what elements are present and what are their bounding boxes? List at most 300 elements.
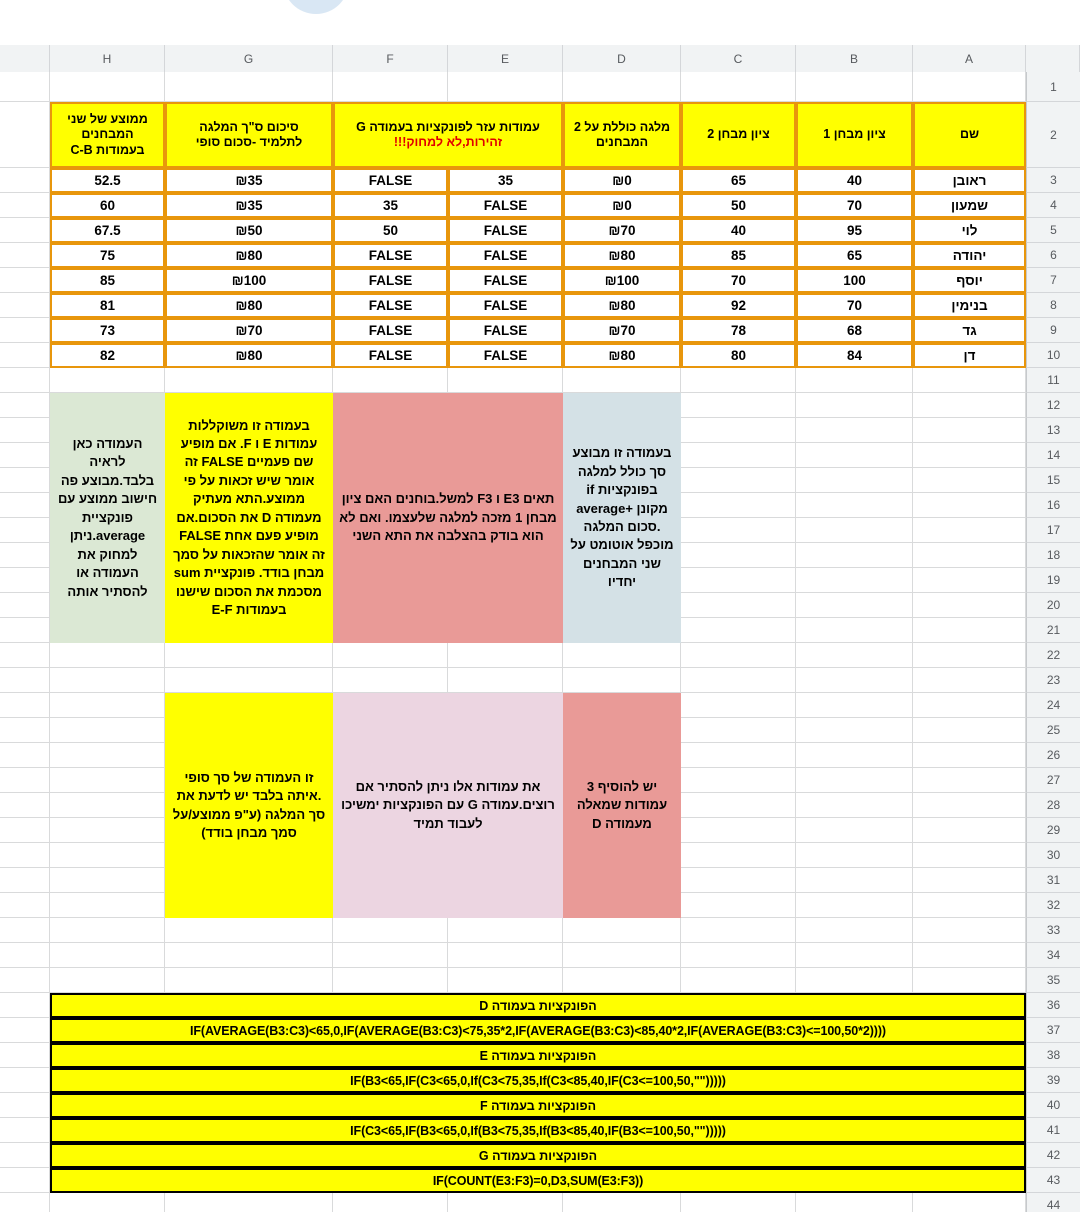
grid-cell-C1[interactable] (681, 72, 796, 102)
row-header-11[interactable]: 11 (1026, 368, 1080, 393)
grid-cell-gutter-1 (0, 72, 50, 102)
row-header-9[interactable]: 9 (1026, 318, 1080, 343)
grid-cell-gutter-31 (0, 868, 50, 893)
cell-F10[interactable]: FALSE (333, 343, 448, 368)
header-cell-D[interactable] (563, 102, 681, 168)
grid-cell-gutter-24 (0, 693, 50, 718)
column-header-G[interactable]: G (165, 45, 333, 72)
row-header-7[interactable]: 7 (1026, 268, 1080, 293)
cell-A4[interactable]: שמעון (913, 193, 1026, 218)
grid-cell-F34[interactable] (333, 943, 448, 968)
grid-cell-H25[interactable] (50, 718, 165, 743)
cell-B5[interactable]: 95 (796, 218, 913, 243)
grid-cell-H26[interactable] (50, 743, 165, 768)
row-header-12[interactable]: 12 (1026, 393, 1080, 418)
grid-cell-C22[interactable] (681, 643, 796, 668)
grid-cell-H44[interactable] (50, 1193, 165, 1212)
grid-cell-F33[interactable] (333, 918, 448, 943)
grid-cell-gutter-19 (0, 568, 50, 593)
grid-cell-C26[interactable] (681, 743, 796, 768)
cell-A3[interactable]: ראובן (913, 168, 1026, 193)
cell-F6[interactable]: FALSE (333, 243, 448, 268)
grid-cell-C17[interactable] (681, 518, 796, 543)
cell-F5[interactable]: 50 (333, 218, 448, 243)
grid-cell-E44[interactable] (448, 1193, 563, 1212)
grid-cell-C21[interactable] (681, 618, 796, 643)
row-header-24[interactable]: 24 (1026, 693, 1080, 718)
grid-cell-A29[interactable] (913, 818, 1026, 843)
grid-cell-B24[interactable] (796, 693, 913, 718)
grid-cell-A11[interactable] (913, 368, 1026, 393)
cell-A10[interactable]: דן (913, 343, 1026, 368)
grid-cell-C32[interactable] (681, 893, 796, 918)
grid-cell-B22[interactable] (796, 643, 913, 668)
formula-row-42-title[interactable]: הפונקציות בעמודה G (50, 1143, 1026, 1168)
grid-cell-H24[interactable] (50, 693, 165, 718)
row-header-35[interactable]: 35 (1026, 968, 1080, 993)
grid-cell-B32[interactable] (796, 893, 913, 918)
row-header-5[interactable]: 5 (1026, 218, 1080, 243)
cell-G5[interactable]: ₪50 (165, 218, 333, 243)
column-header-A[interactable]: A (913, 45, 1026, 72)
grid-cell-gutter-9 (0, 318, 50, 343)
row-header-3[interactable]: 3 (1026, 168, 1080, 193)
row-header-2[interactable]: 2 (1026, 102, 1080, 168)
grid-cell-D44[interactable] (563, 1193, 681, 1212)
grid-cell-H35[interactable] (50, 968, 165, 993)
grid-cell-B17[interactable] (796, 518, 913, 543)
cell-D7[interactable]: ₪100 (563, 268, 681, 293)
cell-E6[interactable]: FALSE (448, 243, 563, 268)
grid-cell-D22[interactable] (563, 643, 681, 668)
cell-A9[interactable]: גד (913, 318, 1026, 343)
column-header-B[interactable]: B (796, 45, 913, 72)
grid-cell-B31[interactable] (796, 868, 913, 893)
grid-cell-C24[interactable] (681, 693, 796, 718)
grid-cell-B20[interactable] (796, 593, 913, 618)
row-header-36[interactable]: 36 (1026, 993, 1080, 1018)
formula-row-43-formula[interactable]: IF(COUNT(E3:F3)=0,D3,SUM(E3:F3)) (50, 1168, 1026, 1193)
cell-A6[interactable]: יהודה (913, 243, 1026, 268)
grid-cell-A25[interactable] (913, 718, 1026, 743)
grid-cell-D33[interactable] (563, 918, 681, 943)
cell-G9[interactable]: ₪70 (165, 318, 333, 343)
cell-B7[interactable]: 100 (796, 268, 913, 293)
row-header-22[interactable]: 22 (1026, 643, 1080, 668)
row-header-31[interactable]: 31 (1026, 868, 1080, 893)
grid-cell-E23[interactable] (448, 668, 563, 693)
grid-cell-B11[interactable] (796, 368, 913, 393)
grid-cell-D11[interactable] (563, 368, 681, 393)
grid-cell-A18[interactable] (913, 543, 1026, 568)
cell-B9[interactable]: 68 (796, 318, 913, 343)
cell-H7[interactable]: 85 (50, 268, 165, 293)
grid-cell-C30[interactable] (681, 843, 796, 868)
header-cell-C[interactable] (681, 102, 796, 168)
grid-cell-B12[interactable] (796, 393, 913, 418)
row-header-33[interactable]: 33 (1026, 918, 1080, 943)
cell-C6[interactable]: 85 (681, 243, 796, 268)
grid-cell-B34[interactable] (796, 943, 913, 968)
formula-row-39-formula[interactable]: IF(B3<65,IF(C3<65,0,If(C3<75,35,If(C3<85,40,IF(C3<=100,50,""))))) (50, 1068, 1026, 1093)
cell-E4[interactable]: FALSE (448, 193, 563, 218)
cell-D4[interactable]: ₪0 (563, 193, 681, 218)
grid-cell-H1[interactable] (50, 72, 165, 102)
cell-G6[interactable]: ₪80 (165, 243, 333, 268)
header-cell-D-line1: מלגה כוללת על 2 (573, 119, 671, 134)
header-cell-B[interactable] (796, 102, 913, 168)
grid-cell-A35[interactable] (913, 968, 1026, 993)
grid-cell-F11[interactable] (333, 368, 448, 393)
row-header-38[interactable]: 38 (1026, 1043, 1080, 1068)
grid-cell-C31[interactable] (681, 868, 796, 893)
row-header-41[interactable]: 41 (1026, 1118, 1080, 1143)
cell-H5[interactable]: 67.5 (50, 218, 165, 243)
grid-cell-gutter-33 (0, 918, 50, 943)
row-header-26[interactable]: 26 (1026, 743, 1080, 768)
grid-cell-A33[interactable] (913, 918, 1026, 943)
cell-D9[interactable]: ₪70 (563, 318, 681, 343)
grid-cell-E22[interactable] (448, 643, 563, 668)
grid-cell-C18[interactable] (681, 543, 796, 568)
column-header-D[interactable]: D (563, 45, 681, 72)
grid-cell-G35[interactable] (165, 968, 333, 993)
formula-row-38-title[interactable]: הפונקציות בעמודה E (50, 1043, 1026, 1068)
header-cell-H[interactable] (50, 102, 165, 168)
cell-E10[interactable]: FALSE (448, 343, 563, 368)
cell-D10[interactable]: ₪80 (563, 343, 681, 368)
grid-cell-C44[interactable] (681, 1193, 796, 1212)
row-header-20[interactable]: 20 (1026, 593, 1080, 618)
header-cell-G-line1: סיכום ס"ך המלגה (199, 119, 299, 134)
cell-C10[interactable]: 80 (681, 343, 796, 368)
cell-G3[interactable]: ₪35 (165, 168, 333, 193)
note-g-final-sum[interactable]: זו העמודה של סך סופי .איתה בלבד יש לדעת את סך המלגה (ע"פ ממוצע/על סמך מבחן בודד) (165, 693, 333, 918)
grid-cell-G34[interactable] (165, 943, 333, 968)
header-cell-H-line3: בעמודות C-B (70, 142, 145, 157)
header-cell-C-line1: ציון מבחן 2 (707, 127, 770, 142)
row-header-28[interactable]: 28 (1026, 793, 1080, 818)
note-h-visibility[interactable]: העמודה כאן לראיה בלבד.מבוצע פה חישוב ממוצע עם פונקציית average.ניתן למחוק את העמודה או להסתיר אותה (50, 393, 165, 643)
row-header-43[interactable]: 43 (1026, 1168, 1080, 1193)
cell-H10[interactable]: 82 (50, 343, 165, 368)
grid-cell-gutter-22 (0, 643, 50, 668)
grid-cell-D34[interactable] (563, 943, 681, 968)
grid-cell-C34[interactable] (681, 943, 796, 968)
cell-C4[interactable]: 50 (681, 193, 796, 218)
cell-H8[interactable]: 81 (50, 293, 165, 318)
grid-cell-A28[interactable] (913, 793, 1026, 818)
grid-cell-A31[interactable] (913, 868, 1026, 893)
grid-cell-gutter-12 (0, 393, 50, 418)
grid-cell-E1[interactable] (448, 72, 563, 102)
grid-cell-C29[interactable] (681, 818, 796, 843)
cell-C9[interactable]: 78 (681, 318, 796, 343)
grid-cell-A30[interactable] (913, 843, 1026, 868)
grid-cell-H11[interactable] (50, 368, 165, 393)
cell-G10[interactable]: ₪80 (165, 343, 333, 368)
grid-cell-G33[interactable] (165, 918, 333, 943)
grid-cell-F22[interactable] (333, 643, 448, 668)
cell-D6[interactable]: ₪80 (563, 243, 681, 268)
cell-B3[interactable]: 40 (796, 168, 913, 193)
grid-cell-gutter-23 (0, 668, 50, 693)
grid-cell-D23[interactable] (563, 668, 681, 693)
row-header-17[interactable]: 17 (1026, 518, 1080, 543)
formula-row-41-formula[interactable]: IF(C3<65,IF(B3<65,0,If(B3<75,35,If(B3<85,40,IF(B3<=100,50,""))))) (50, 1118, 1026, 1143)
grid-cell-B25[interactable] (796, 718, 913, 743)
grid-cell-A27[interactable] (913, 768, 1026, 793)
grid-cell-B44[interactable] (796, 1193, 913, 1212)
cell-G7[interactable]: ₪100 (165, 268, 333, 293)
grid-cell-C35[interactable] (681, 968, 796, 993)
cell-E9[interactable]: FALSE (448, 318, 563, 343)
grid-cell-A32[interactable] (913, 893, 1026, 918)
column-header-C[interactable]: C (681, 45, 796, 72)
grid-cell-C11[interactable] (681, 368, 796, 393)
grid-cell-F35[interactable] (333, 968, 448, 993)
grid-cell-H30[interactable] (50, 843, 165, 868)
grid-cell-B18[interactable] (796, 543, 913, 568)
grid-cell-gutter-42 (0, 1143, 50, 1168)
grid-cell-gutter-20 (0, 593, 50, 618)
grid-cell-H27[interactable] (50, 768, 165, 793)
grid-cell-C19[interactable] (681, 568, 796, 593)
grid-cell-A23[interactable] (913, 668, 1026, 693)
note-ef-helper[interactable]: תאים E3 ו F3 למשל.בוחנים האם ציון מבחן 1 מזכה למלגה שלעצמו. ואם לא הוא בודק בהצלבה את התא השני (333, 393, 563, 643)
grid-cell-A22[interactable] (913, 643, 1026, 668)
grid-cell-C13[interactable] (681, 418, 796, 443)
grid-cell-gutter-15 (0, 468, 50, 493)
note-d-add-columns[interactable]: יש להוסיף 3 עמודות שמאלה מעמודה D (563, 693, 681, 918)
row-header-4[interactable]: 4 (1026, 193, 1080, 218)
grid-cell-C28[interactable] (681, 793, 796, 818)
row-header-8[interactable]: 8 (1026, 293, 1080, 318)
header-cell-G[interactable] (165, 102, 333, 168)
grid-cell-gutter-17 (0, 518, 50, 543)
grid-cell-A34[interactable] (913, 943, 1026, 968)
grid-cell-B14[interactable] (796, 443, 913, 468)
grid-cell-gutter-29 (0, 818, 50, 843)
grid-cell-gutter-28 (0, 793, 50, 818)
grid-cell-E33[interactable] (448, 918, 563, 943)
grid-cell-H28[interactable] (50, 793, 165, 818)
grid-cell-gutter-10 (0, 343, 50, 368)
grid-cell-gutter-21 (0, 618, 50, 643)
grid-cell-A20[interactable] (913, 593, 1026, 618)
grid-cell-B29[interactable] (796, 818, 913, 843)
header-cell-A[interactable] (913, 102, 1026, 168)
cell-D5[interactable]: ₪70 (563, 218, 681, 243)
cell-G8[interactable]: ₪80 (165, 293, 333, 318)
column-header-stub-left (0, 45, 50, 72)
grid-cell-G1[interactable] (165, 72, 333, 102)
grid-cell-B1[interactable] (796, 72, 913, 102)
note-ef-hideable[interactable]: את עמודות אלו ניתן להסתיר אם רוצים.עמודה G עם הפונקציות ימשיכו לעבוד תמיד (333, 693, 563, 918)
cell-H6[interactable]: 75 (50, 243, 165, 268)
cell-H9[interactable]: 73 (50, 318, 165, 343)
grid-cell-gutter-37 (0, 1018, 50, 1043)
column-header-H[interactable]: H (50, 45, 165, 72)
cell-H3[interactable]: 52.5 (50, 168, 165, 193)
row-header-6[interactable]: 6 (1026, 243, 1080, 268)
grid-cell-C14[interactable] (681, 443, 796, 468)
cell-C8[interactable]: 92 (681, 293, 796, 318)
cell-B8[interactable]: 70 (796, 293, 913, 318)
cell-H4[interactable]: 60 (50, 193, 165, 218)
grid-cell-B26[interactable] (796, 743, 913, 768)
row-header-16[interactable]: 16 (1026, 493, 1080, 518)
grid-cell-B19[interactable] (796, 568, 913, 593)
grid-cell-D35[interactable] (563, 968, 681, 993)
cell-C3[interactable]: 65 (681, 168, 796, 193)
row-header-10[interactable]: 10 (1026, 343, 1080, 368)
grid-cell-G11[interactable] (165, 368, 333, 393)
cell-D3[interactable]: ₪0 (563, 168, 681, 193)
grid-cell-B30[interactable] (796, 843, 913, 868)
grid-cell-E35[interactable] (448, 968, 563, 993)
row-header-21[interactable]: 21 (1026, 618, 1080, 643)
grid-cell-B16[interactable] (796, 493, 913, 518)
row-header-44[interactable]: 44 (1026, 1193, 1080, 1212)
grid-cell-C20[interactable] (681, 593, 796, 618)
row-header-19[interactable]: 19 (1026, 568, 1080, 593)
cell-B6[interactable]: 65 (796, 243, 913, 268)
grid-cell-H29[interactable] (50, 818, 165, 843)
grid-cell-A12[interactable] (913, 393, 1026, 418)
cell-D8[interactable]: ₪80 (563, 293, 681, 318)
cell-F7[interactable]: FALSE (333, 268, 448, 293)
column-header-E[interactable]: E (448, 45, 563, 72)
grid-cell-B35[interactable] (796, 968, 913, 993)
grid-cell-H34[interactable] (50, 943, 165, 968)
grid-cell-A44[interactable] (913, 1193, 1026, 1212)
row-header-34[interactable]: 34 (1026, 943, 1080, 968)
row-header-32[interactable]: 32 (1026, 893, 1080, 918)
cell-A7[interactable]: יוסף (913, 268, 1026, 293)
cell-C5[interactable]: 40 (681, 218, 796, 243)
grid-cell-B15[interactable] (796, 468, 913, 493)
grid-cell-H23[interactable] (50, 668, 165, 693)
grid-cell-G22[interactable] (165, 643, 333, 668)
grid-cell-gutter-2 (0, 102, 50, 168)
row-header-15[interactable]: 15 (1026, 468, 1080, 493)
grid-cell-A26[interactable] (913, 743, 1026, 768)
cell-B4[interactable]: 70 (796, 193, 913, 218)
row-header-27[interactable]: 27 (1026, 768, 1080, 793)
cell-E7[interactable]: FALSE (448, 268, 563, 293)
cell-E3[interactable]: 35 (448, 168, 563, 193)
grid-cell-B13[interactable] (796, 418, 913, 443)
grid-cell-B33[interactable] (796, 918, 913, 943)
cell-E8[interactable]: FALSE (448, 293, 563, 318)
grid-cell-E34[interactable] (448, 943, 563, 968)
cell-A5[interactable]: לוי (913, 218, 1026, 243)
grid-cell-G44[interactable] (165, 1193, 333, 1212)
cell-F9[interactable]: FALSE (333, 318, 448, 343)
note-d-total[interactable]: בעמודה זו מבוצע סך כולל למלגה בפונקציות if מקונן +average .סכום המלגה מוכפל אוטומט על שני המבחנים יחדיו (563, 393, 681, 643)
grid-cell-F23[interactable] (333, 668, 448, 693)
grid-cell-C27[interactable] (681, 768, 796, 793)
grid-cell-B27[interactable] (796, 768, 913, 793)
row-header-29[interactable]: 29 (1026, 818, 1080, 843)
grid-cell-C25[interactable] (681, 718, 796, 743)
grid-cell-A21[interactable] (913, 618, 1026, 643)
grid-cell-A16[interactable] (913, 493, 1026, 518)
row-header-13[interactable]: 13 (1026, 418, 1080, 443)
grid-cell-gutter-41 (0, 1118, 50, 1143)
row-header-42[interactable]: 42 (1026, 1143, 1080, 1168)
grid-cell-E11[interactable] (448, 368, 563, 393)
note-g-weighting[interactable]: בעמודה זו משוקללות עמודות E ו F. אם מופיע שם פעמיים FALSE זה אומר שיש זכאות על פי ממוצע.התא מעתיק מעמודה D את הסכום.אם מופיע פעם אחת FALSE זה אומר שהזכאות על סמך מבחן בודד. פונקציית sum מסכמת את הסכום שישנו בעמודות E-F (165, 393, 333, 643)
row-header-39[interactable]: 39 (1026, 1068, 1080, 1093)
grid-cell-H33[interactable] (50, 918, 165, 943)
cell-E5[interactable]: FALSE (448, 218, 563, 243)
grid-cell-H31[interactable] (50, 868, 165, 893)
grid-cell-F1[interactable] (333, 72, 448, 102)
formula-row-40-title[interactable]: הפונקציות בעמודה F (50, 1093, 1026, 1118)
row-header-37[interactable]: 37 (1026, 1018, 1080, 1043)
grid-cell-C16[interactable] (681, 493, 796, 518)
grid-cell-gutter-4 (0, 193, 50, 218)
row-header-30[interactable]: 30 (1026, 843, 1080, 868)
grid-cell-B21[interactable] (796, 618, 913, 643)
row-header-23[interactable]: 23 (1026, 668, 1080, 693)
grid-cell-C23[interactable] (681, 668, 796, 693)
column-header-F[interactable]: F (333, 45, 448, 72)
row-header-40[interactable]: 40 (1026, 1093, 1080, 1118)
header-cell-H-line1: ממוצע של שני (67, 112, 148, 127)
row-header-14[interactable]: 14 (1026, 443, 1080, 468)
grid-cell-B23[interactable] (796, 668, 913, 693)
grid-cell-A13[interactable] (913, 418, 1026, 443)
header-cell-EF-merged-line2: זהירות,לא למחוק!!! (393, 135, 503, 149)
grid-cell-A19[interactable] (913, 568, 1026, 593)
grid-cell-A24[interactable] (913, 693, 1026, 718)
grid-cell-F44[interactable] (333, 1193, 448, 1212)
grid-cell-gutter-40 (0, 1093, 50, 1118)
row-header-1[interactable]: 1 (1026, 72, 1080, 102)
formula-row-36-title[interactable]: הפונקציות בעמודה D (50, 993, 1026, 1018)
grid-cell-C15[interactable] (681, 468, 796, 493)
cell-F8[interactable]: FALSE (333, 293, 448, 318)
grid-cell-H32[interactable] (50, 893, 165, 918)
grid-cell-A17[interactable] (913, 518, 1026, 543)
cell-G4[interactable]: ₪35 (165, 193, 333, 218)
grid-cell-B28[interactable] (796, 793, 913, 818)
grid-cell-H22[interactable] (50, 643, 165, 668)
row-header-18[interactable]: 18 (1026, 543, 1080, 568)
cell-F4[interactable]: 35 (333, 193, 448, 218)
grid-cell-gutter-13 (0, 418, 50, 443)
grid-cell-D1[interactable] (563, 72, 681, 102)
row-header-25[interactable]: 25 (1026, 718, 1080, 743)
cell-A8[interactable]: בנימין (913, 293, 1026, 318)
cell-C7[interactable]: 70 (681, 268, 796, 293)
grid-cell-A15[interactable] (913, 468, 1026, 493)
cell-F3[interactable]: FALSE (333, 168, 448, 193)
cell-B10[interactable]: 84 (796, 343, 913, 368)
grid-cell-A1[interactable] (913, 72, 1026, 102)
grid-cell-G23[interactable] (165, 668, 333, 693)
grid-cell-C33[interactable] (681, 918, 796, 943)
grid-cell-gutter-5 (0, 218, 50, 243)
grid-cell-gutter-44 (0, 1193, 50, 1212)
header-cell-EF-merged[interactable] (333, 102, 563, 168)
formula-row-37-formula[interactable]: IF(AVERAGE(B3:C3)<65,0,IF(AVERAGE(B3:C3)<75,35*2,IF(AVERAGE(B3:C3)<85,40*2,IF(AVERAGE(B3:C3)<=100,50*2)))) (50, 1018, 1026, 1043)
grid-cell-C12[interactable] (681, 393, 796, 418)
grid-cell-A14[interactable] (913, 443, 1026, 468)
